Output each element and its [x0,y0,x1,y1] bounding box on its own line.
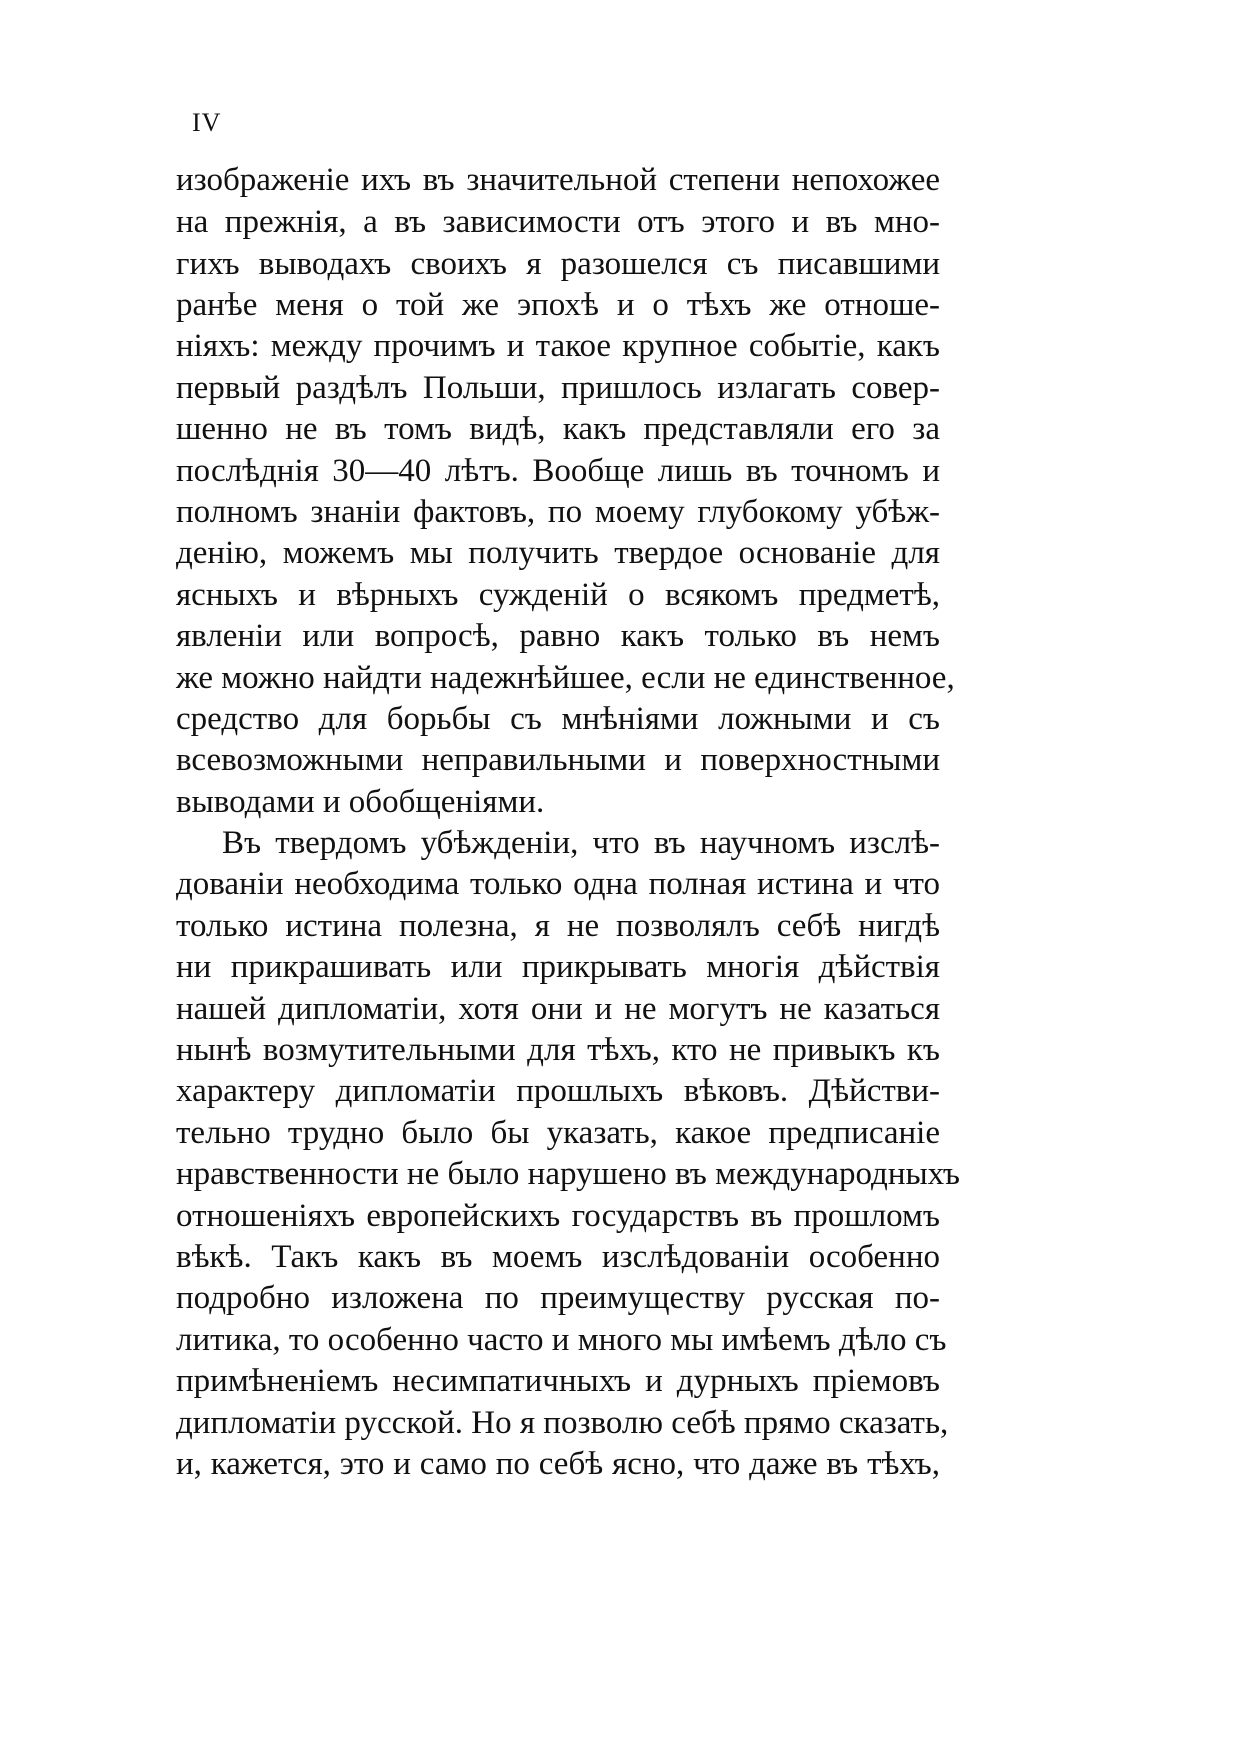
text-line: дипломатіи русской. Но я позволю себѣ прямо сказать, [176,1405,949,1441]
text-line: средство для борьбы съ мнѣніями ложными и съ [176,701,940,737]
text-line: изображеніе ихъ въ значительной степени непохожее [176,162,940,198]
page-number: IV [192,108,222,137]
text-line: литика, то особенно часто и много мы имѣемъ дѣло съ [176,1322,947,1358]
text-line: примѣненіемъ несимпатичныхъ и дурныхъ пріемовъ [176,1363,940,1399]
text-line: на прежнія, а въ зависимости отъ этого и въ мно- [176,204,940,240]
text-line: подробно изложена по преимуществу русская по- [176,1280,940,1316]
text-line: отношеніяхъ европейскихъ государствъ въ прошломъ [176,1198,940,1234]
text-line: Въ твердомъ убѣжденіи, что въ научномъ изслѣ- [222,825,940,861]
text-line: дованіи необходима только одна полная истина и что [176,866,940,902]
text-line: нашей дипломатіи, хотя они и не могутъ не казаться [176,991,940,1027]
text-line: нравственности не было нарушено въ международныхъ [176,1156,960,1192]
text-line: денію, можемъ мы получить твердое основаніе для [176,535,940,571]
text-line: выводами и обобщеніями. [176,784,545,820]
text-line: шенно не въ томъ видѣ, какъ представляли его за [176,411,940,447]
text-line: ранѣе меня о той же эпохѣ и о тѣхъ же отноше- [176,287,940,323]
text-line: тельно трудно было бы указать, какое предписаніе [176,1115,940,1151]
text-line: характеру дипломатіи прошлыхъ вѣковъ. Дѣйстви- [176,1073,940,1109]
text-line: только истина полезна, я не позволялъ себѣ нигдѣ [176,908,940,944]
text-line: же можно найдти надежнѣйшее, если не единственное, [176,660,955,696]
text-line: ніяхъ: между прочимъ и такое крупное событіе, какъ [176,328,940,364]
text-line: ясныхъ и вѣрныхъ сужденій о всякомъ предметѣ, [176,577,940,613]
text-line: всевозможными неправильными и поверхностными [176,742,940,778]
text-line: вѣкѣ. Такъ какъ въ моемъ изслѣдованіи особенно [176,1239,940,1275]
text-line: нынѣ возмутительными для тѣхъ, кто не привыкъ къ [176,1032,940,1068]
text-line: первый раздѣлъ Польши, пришлось излагать совер- [176,370,940,406]
text-line: ни прикрашивать или прикрывать многія дѣйствія [176,949,940,985]
text-line: и, кажется, это и само по себѣ ясно, что даже въ тѣхъ, [176,1446,940,1482]
text-line: полномъ знаніи фактовъ, по моему глубокому убѣж- [176,494,940,530]
text-line: явленіи или вопросѣ, равно какъ только въ немъ [176,618,940,654]
text-line: гихъ выводахъ своихъ я разошелся съ писавшими [176,246,940,282]
text-line: послѣднія 30—40 лѣтъ. Вообще лишь въ точномъ и [176,453,940,489]
